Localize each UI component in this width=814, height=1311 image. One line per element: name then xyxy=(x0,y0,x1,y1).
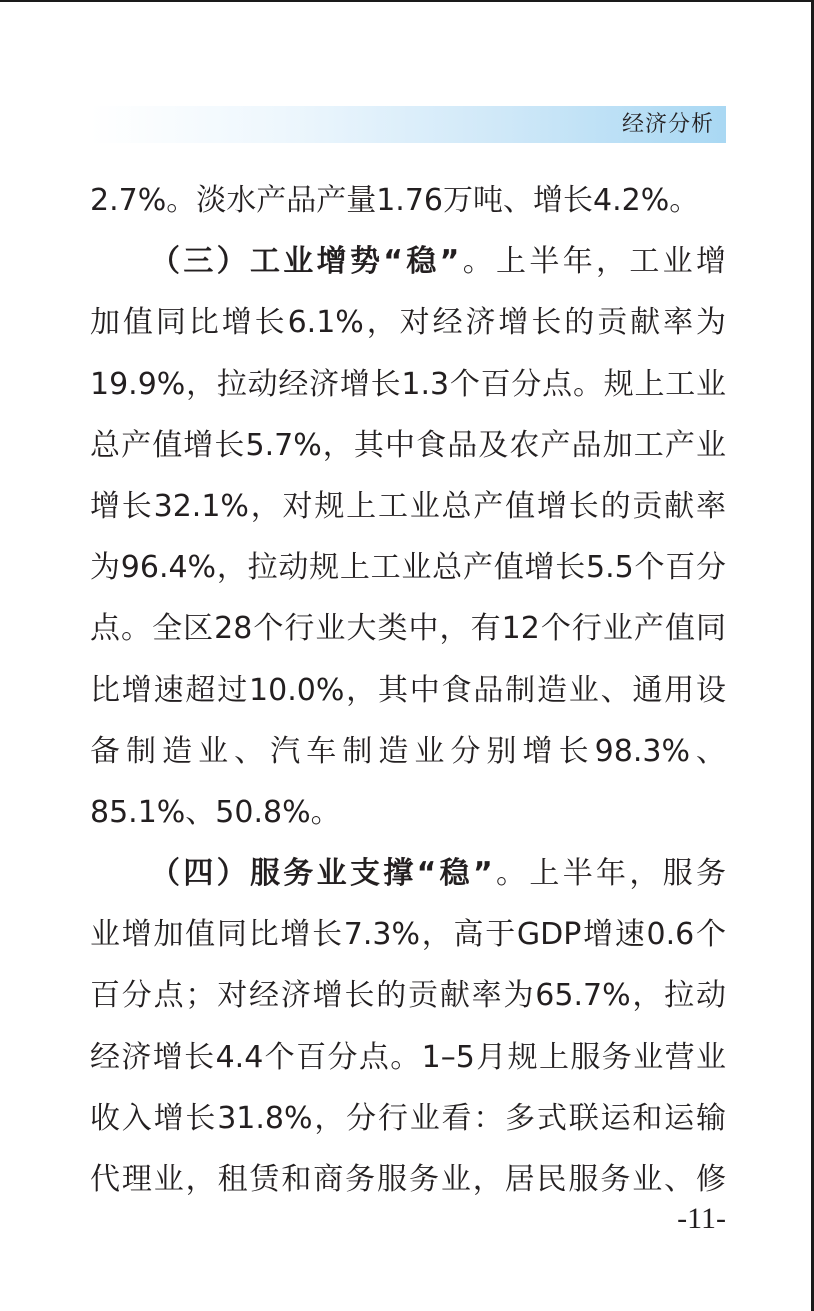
text-line-tail: 。上半年，工业增 xyxy=(459,244,727,280)
page-number: -11- xyxy=(677,1202,726,1235)
text-line: 2.7%。淡水产品产量1.76万吨、增长4.2%。 xyxy=(90,183,700,218)
text-line: 百分点；对经济增长的贡献率为65.7%，拉动 xyxy=(90,978,726,1014)
text-line: 比增速超过10.0%，其中食品制造业、通用设 xyxy=(90,672,726,708)
section-title: 经济分析 xyxy=(621,112,714,137)
subsection-heading-industry: （三）工业增势“稳” xyxy=(150,244,460,280)
section-header-bar xyxy=(90,106,726,143)
text-line: 为96.4%，拉动规上工业总产值增长5.5个百分 xyxy=(90,550,726,586)
text-line: 85.1%、50.8%。 xyxy=(90,794,341,830)
text-line: 代理业，租赁和商务服务业，居民服务业、修 xyxy=(90,1162,726,1197)
text-line: 增长32.1%，对规上工业总产值增长的贡献率 xyxy=(90,488,726,524)
text-line: 总产值增长5.7%，其中食品及农产品加工产业 xyxy=(90,427,726,463)
text-line: 业增加值同比增长7.3%，高于GDP增速0.6个 xyxy=(90,917,726,953)
text-line: 备制造业、汽车制造业分别增长98.3%、 xyxy=(90,733,726,769)
text-line: 经济增长4.4个百分点。1–5月规上服务业营业 xyxy=(90,1039,726,1075)
subsection-heading-services: （四）服务业支撑“稳” xyxy=(150,856,493,892)
text-line-tail: 。上半年，服务 xyxy=(492,856,727,892)
text-line: 19.9%，拉动经济增长1.3个百分点。规上工业 xyxy=(90,366,726,402)
body-text xyxy=(90,170,726,1210)
page-top-border xyxy=(0,0,814,2)
text-line-with-heading xyxy=(90,231,726,292)
text-line: 点。全区28个行业大类中，有12个行业产值同 xyxy=(90,611,726,647)
text-line: 收入增长31.8%，分行业看：多式联运和运输 xyxy=(90,1100,726,1136)
text-line: 加值同比增长6.1%，对经济增长的贡献率为 xyxy=(90,305,726,341)
text-line-with-heading xyxy=(90,843,726,904)
